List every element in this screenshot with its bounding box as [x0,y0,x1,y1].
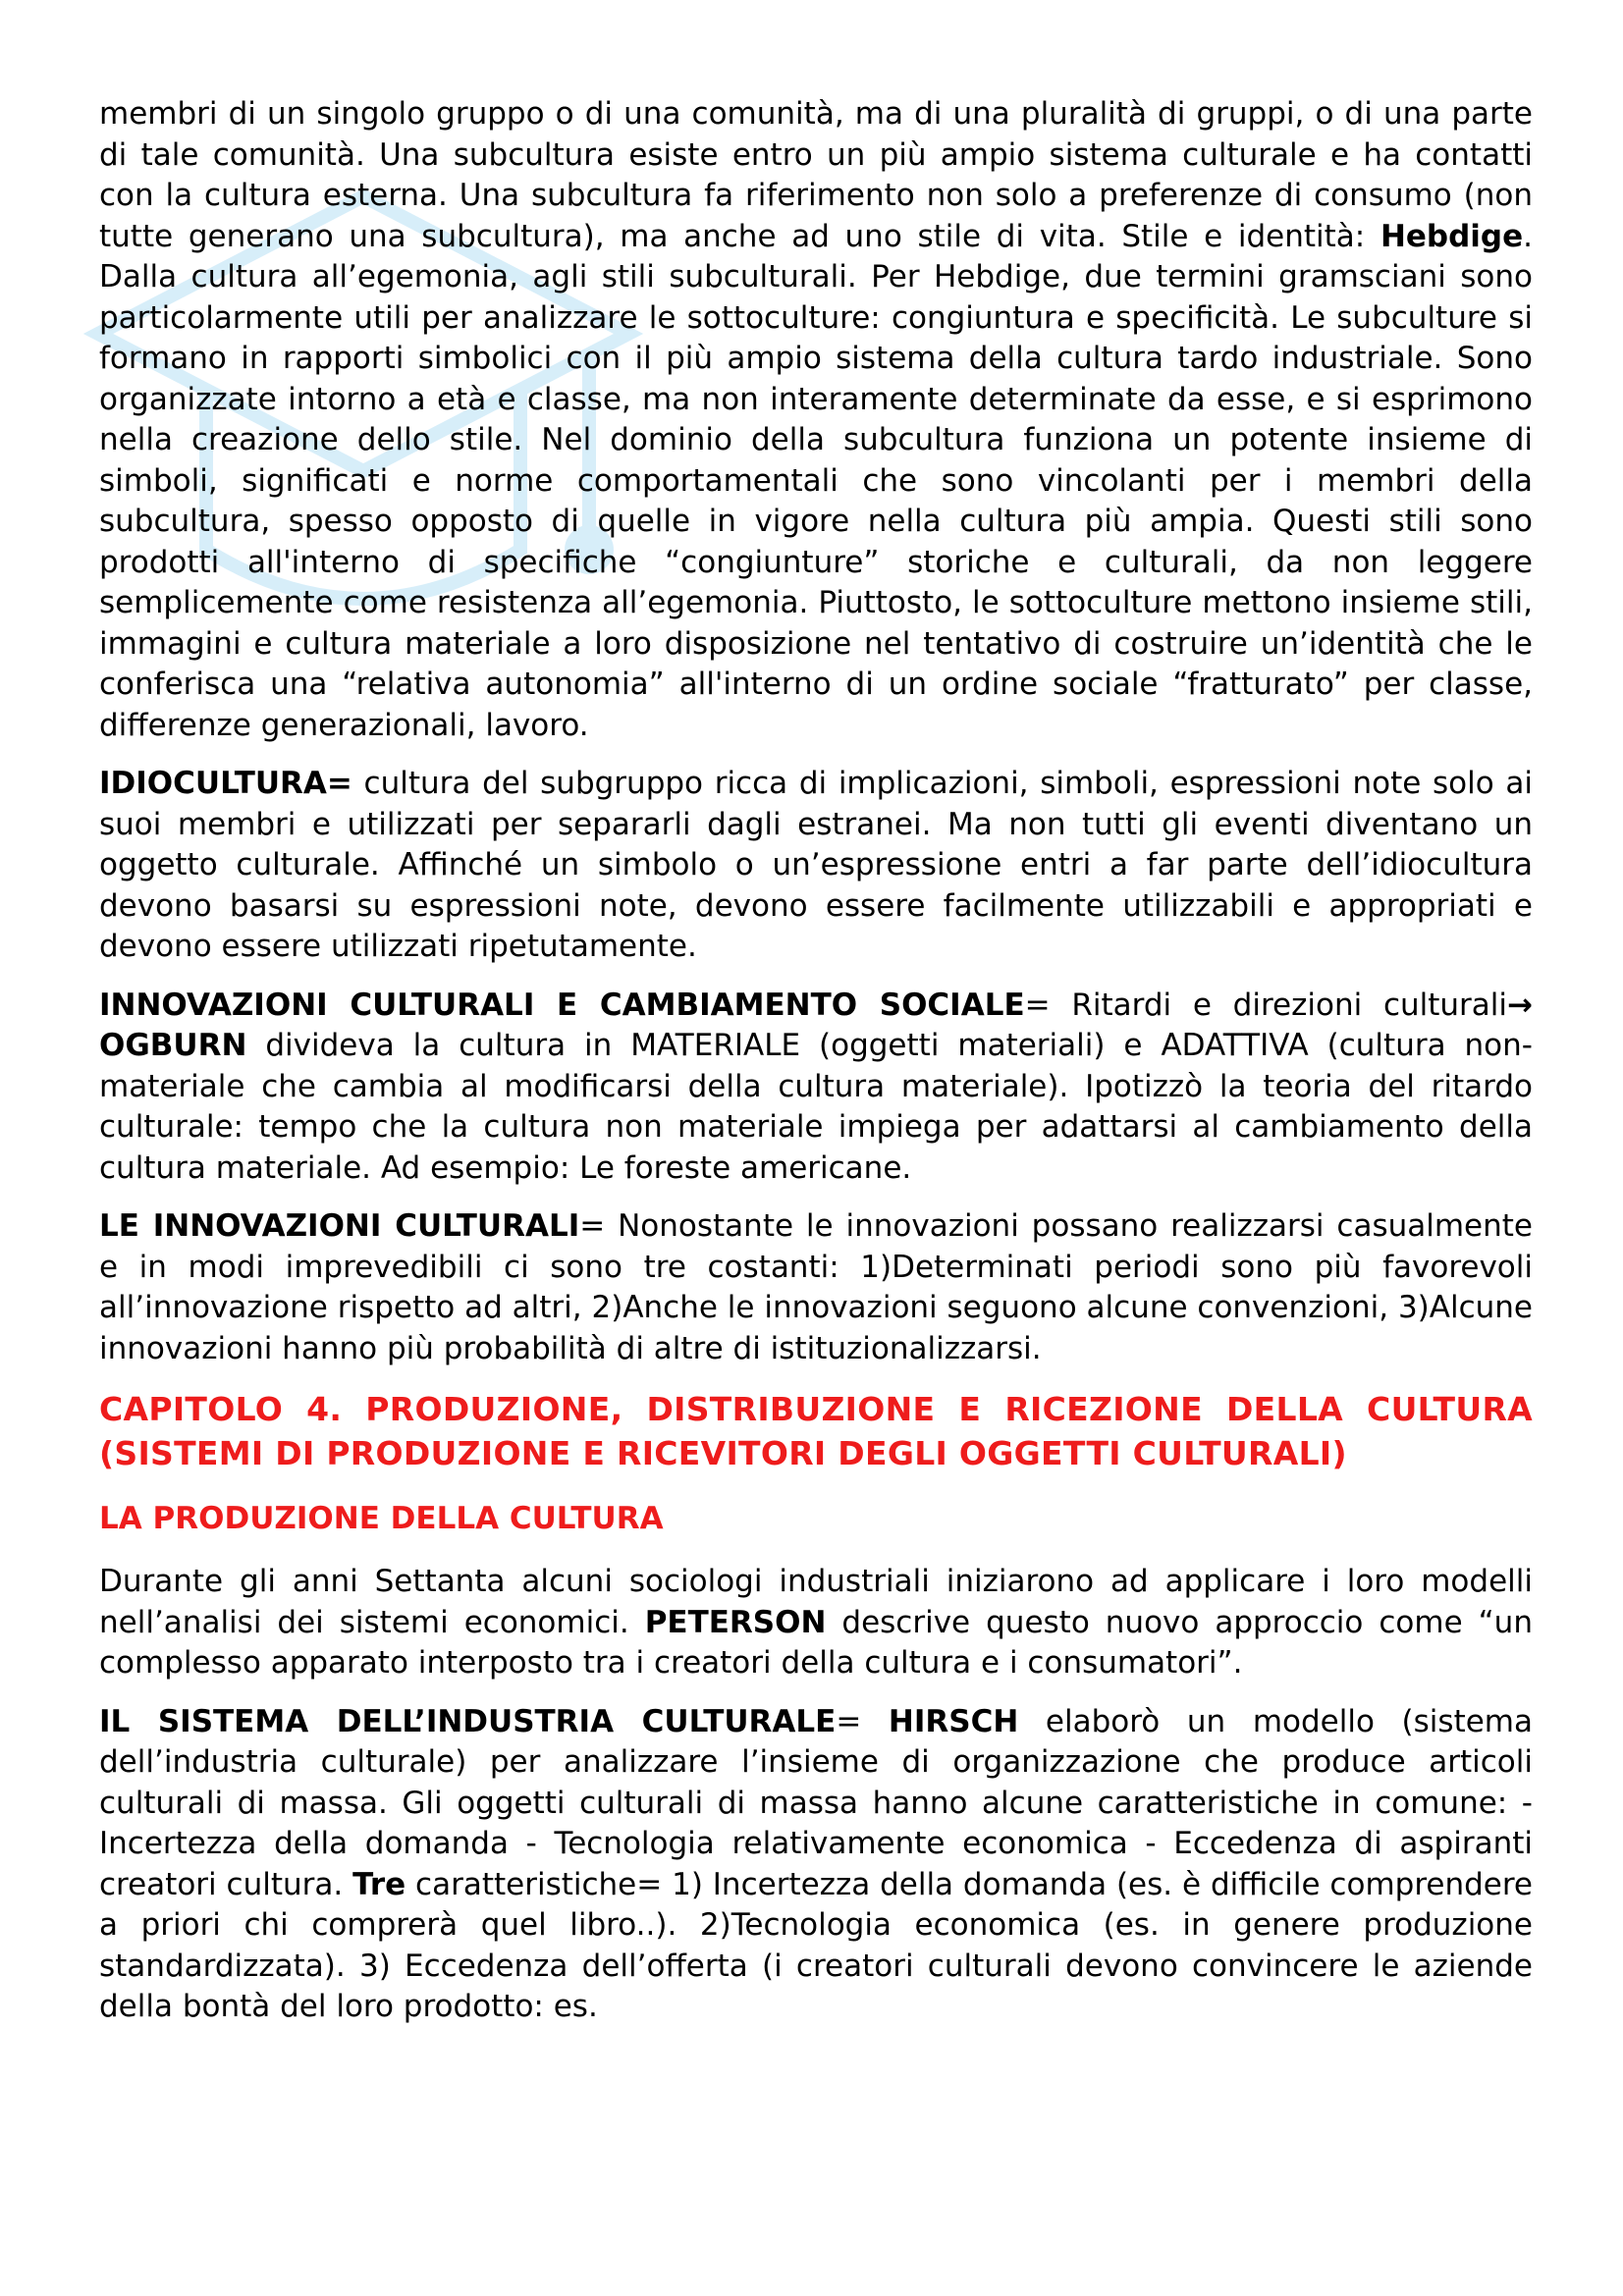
bold-term-sistema-industria: IL SISTEMA DELL’INDUSTRIA CULTURALE [99,1703,837,1739]
text-segment: . Dalla cultura all’egemonia, agli stili subculturali. Per Hebdige, due termini gramsciani sono particolarmente utili per analizzare le sottoculture: congiuntura e specificità. Le subculture si formano in rapporti simbolici con il più ampio sistema della cultura tardo industriale. Sono organizzate intorno a età e classe, ma non interamente determinate da esse, e si esprimono nella creazione dello stile. Nel dominio della subcultura funziona un potente insieme di simboli, significati e norme comportamentali che sono vincolanti per i membri della subcultura, spesso opposto di quelle in vigore nella cultura più ampia. Questi stili sono prodotti all'interno di specifiche “congiunture” storiche e culturali, da non leggere semplicemente come resistenza all’egemonia. Piuttosto, le sottoculture mettono insieme stili, immagini e cultura materiale a loro disposizione nel tentativo di costruire un’identità che le conferisca una “relativa autonomia” all'interno di un ordine sociale “fratturato” per classe, differenze generazionali, lavoro. [99,218,1533,743]
paragraph-idiocultura [99,764,1533,968]
text-segment: = [836,1703,889,1739]
bold-term-innovazioni-cambiamento: INNOVAZIONI CULTURALI E CAMBIAMENTO SOCIALE [99,987,1025,1023]
bold-term-idiocultura: IDIOCULTURA= [99,766,352,801]
bold-term-hebdige: Hebdige [1380,218,1524,254]
bold-term-ogburn: OGBURN [99,1028,247,1063]
bold-term-peterson: PETERSON [644,1604,827,1640]
paragraph-innovazioni-culturali [99,1206,1533,1369]
text-segment: elaborò un modello (sistema dell’industria culturale) per analizzare l’insieme di organizzazione che produce articoli culturali di massa. Gli oggetti culturali di massa hanno alcune caratteristiche in comune: - Incertezza della domanda - Tecnologia relativamente economica - Eccedenza di aspiranti creatori cultura. [99,1703,1533,1902]
paragraph-sistema-industria-culturale [99,1702,1533,2028]
text-segment: descrive questo nuovo approccio come “un complesso apparato interposto tra i creatori della cultura e i consumatori”. [99,1604,1533,1681]
paragraph-peterson [99,1562,1533,1684]
section-heading: LA PRODUZIONE DELLA CULTURA [99,1501,664,1536]
text-segment: cultura del subgruppo ricca di implicazioni, simboli, espressioni note solo ai suoi membri e utilizzati per separarli dagli estranei. Ma non tutti gli eventi diventano un oggetto culturale. Affinché un simbolo o un’espressione entri a far parte dell’idiocultura devono basarsi su espressioni note, devono essere facilmente utilizzabili e appropriati e devono essere utilizzati ripetutamente. [99,766,1533,964]
text-segment: = Ritardi e direzioni culturali [1024,987,1508,1023]
paragraph-subcultura [99,94,1533,746]
bold-term-hirsch: HIRSCH [888,1703,1019,1739]
arrow-right-icon: → [1507,987,1534,1023]
chapter-heading: CAPITOLO 4. PRODUZIONE, DISTRIBUZIONE E RICEZIONE DELLA CULTURA (SISTEMI DI PRODUZIONE E RICEVITORI DEGLI OGGETTI CULTURALI) [99,1390,1533,1472]
paragraph-innovazioni-cambiamento [99,986,1533,1190]
text-segment: divideva la cultura in MATERIALE (oggetti materiali) e ADATTIVA (cultura non-materiale che cambia al modificarsi della cultura materiale). Ipotizzò la teoria del ritardo culturale: tempo che la cultura non materiale impiega per adattarsi al cambiamento della cultura materiale. Ad esempio: Le foreste americane. [99,1028,1533,1186]
bold-term-tre: Tre [352,1866,406,1902]
bold-term-innovazioni-culturali: LE INNOVAZIONI CULTURALI [99,1208,580,1244]
text-segment: = Nonostante le innovazioni possano realizzarsi casualmente e in modi imprevedibili ci sono tre costanti: 1)Determinati periodi sono più favorevoli all’innovazione rispetto ad altri, 2)Anche le innovazioni seguono alcune convenzioni, 3)Alcune innovazioni hanno più probabilità di altre di istituzionalizzarsi. [99,1208,1533,1366]
text-segment: membri di un singolo gruppo o di una comunità, ma di una pluralità di gruppi, o di una parte di tale comunità. Una subcultura esiste entro un più ampio sistema culturale e ha contatti con la cultura esterna. Una subcultura fa riferimento non solo a preferenze di consumo (non tutte generano una subcultura), ma anche ad uno stile di vita. Stile e identità: [99,96,1533,254]
text-segment: caratteristiche= 1) Incertezza della domanda (es. è difficile comprendere a priori chi comprerà quel libro..). 2)Tecnologia economica (es. in genere produzione standardizzata). 3) Eccedenza dell’offerta (i creatori culturali devono convincere le aziende della bontà del loro prodotto: es. [99,1866,1533,2024]
text-segment: Durante gli anni Settanta alcuni sociologi industriali iniziarono ad applicare i loro modelli nell’analisi dei sistemi economici. [99,1564,1533,1640]
document-page [99,94,1533,2046]
